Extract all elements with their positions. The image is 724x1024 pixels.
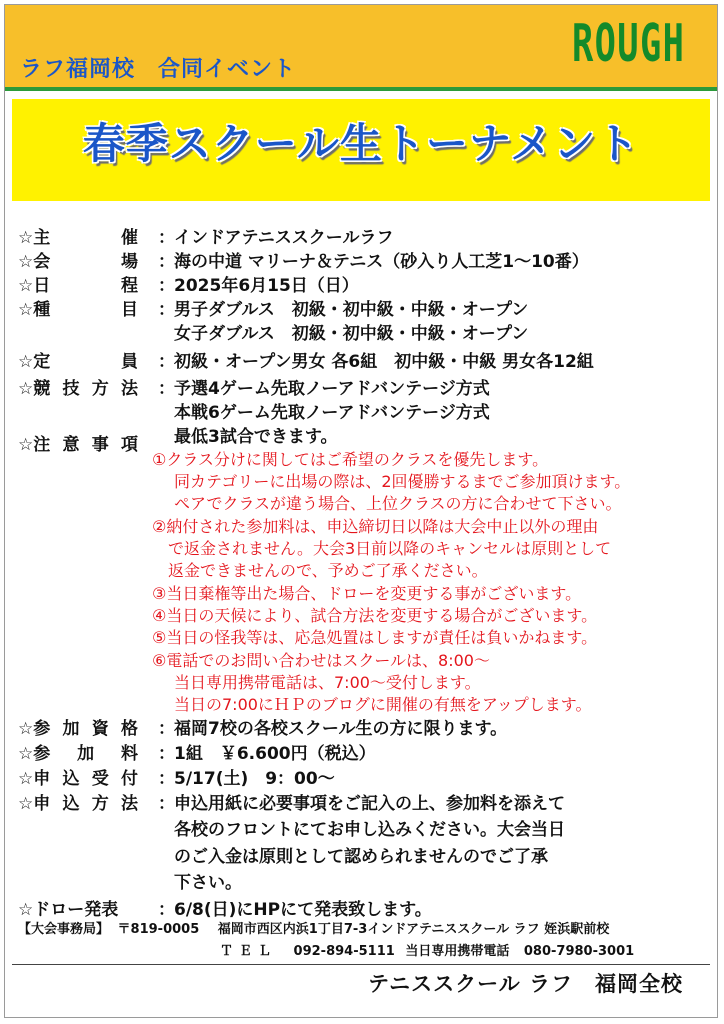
fee-value: 1組 ￥6.600円（税込） [174, 744, 376, 764]
note-item: ④当日の天候により、試合方法を変更する場合がございます。 [152, 606, 598, 625]
note-item: 当日専用携帯電話は、7:00～受付します。 [174, 673, 481, 692]
date-label: ☆日 程 [18, 276, 138, 296]
tel-number: 092-894-5111 [293, 944, 395, 959]
note-item: ③当日棄権等出た場合、ドローを変更する事がございます。 [152, 584, 582, 603]
organizer-label: ☆主 催 [18, 228, 138, 248]
note-item: ②納付された参加料は、申込締切日以降は大会中止以外の理由 [152, 517, 599, 536]
note-item: ①クラス分けに関してはご希望のクラスを優先します。 [152, 450, 549, 469]
office-label: 【大会事務局】 [18, 922, 110, 937]
tournament-title: 春季スクール生トーナメント [82, 119, 640, 168]
title-banner [12, 99, 710, 201]
eligibility-value: 福岡7校の各校スクール生の方に限ります。 [174, 719, 508, 739]
note-item: 返金できませんので、予めご了承ください。 [168, 561, 488, 580]
mobile-number: 080-7980-3001 [523, 944, 635, 959]
office-address: 福岡市西区内浜1丁目7-3インドアテニススクール ラフ 姪浜駅前校 [217, 922, 610, 937]
application-line: 申込用紙に必要事項をご記入の上、参加料を添えて [174, 794, 565, 814]
postal-code: 〒819-0005 [117, 922, 200, 937]
office-info [18, 920, 609, 940]
note-item: ⑤当日の怪我等は、応急処置はしますが責任は負いかねます。 [152, 628, 598, 647]
header-divider [5, 87, 717, 91]
venue-value: 海の中道 マリーナ＆テニス（砂入り人工芝1～10番） [174, 252, 589, 272]
draw-value: 6/8(日)にHPにて発表致します。 [174, 900, 432, 920]
event-header-title: ラフ福岡校 合同イベント [20, 57, 297, 82]
application-line: のご入金は原則として認められませんのでご了承 [174, 847, 548, 867]
capacity-label: ☆定 員 [18, 352, 138, 372]
rough-logo: ROUGH [572, 14, 686, 74]
eligibility-label: ☆参 加 資 格 [18, 719, 138, 739]
format-prelim: 予選4ゲーム先取ノーアドバンテージ方式 [174, 379, 490, 399]
events-mens: 男子ダブルス 初級・初中級・中級・オープン [174, 300, 529, 320]
capacity-value: 初級・オープン男女 各6組 初中級・中級 男女各12組 [174, 352, 594, 372]
note-item: 当日の7:00にＨＰのブログに開催の有無をアップします。 [174, 695, 592, 714]
draw-label: ☆ドロー発表 [18, 900, 119, 920]
notes-label: ☆注 意 事 項 [18, 435, 138, 455]
note-item: で返金されません。大会3日前以降のキャンセルは原則として [168, 539, 612, 558]
format-min-matches: 最低3試合できます。 [174, 427, 338, 447]
application-line: 下さい。 [174, 873, 242, 893]
application-label: ☆申 込 方 法 [18, 794, 138, 814]
organizer-value: インドアテニススクールラフ [174, 228, 394, 248]
format-main: 本戦6ゲーム先取ノーアドバンテージ方式 [174, 403, 490, 423]
fee-label: ☆参 加 料 [18, 744, 138, 764]
events-label: ☆種 目 [18, 300, 138, 320]
venue-label: ☆会 場 [18, 252, 138, 272]
reception-value: 5/17(土) 9：00～ [174, 769, 335, 789]
reception-label: ☆申 込 受 付 [18, 769, 138, 789]
mobile-label: 当日専用携帯電話 [405, 944, 510, 959]
date-value: 2025年6月15日（日） [174, 276, 359, 296]
note-item: ⑥電話でのお問い合わせはスクールは、8:00～ [152, 651, 490, 670]
application-line: 各校のフロントにてお申し込みください。大会当日 [174, 820, 565, 840]
tel-label: ＴＥＬ [220, 944, 278, 959]
format-label: ☆競 技 方 法 [18, 379, 138, 399]
events-womens: 女子ダブルス 初級・初中級・中級・オープン [174, 324, 529, 344]
note-item: 同カテゴリーに出場の際は、2回優勝するまでご参加頂けます。 [174, 472, 631, 491]
footer-divider [12, 964, 710, 965]
note-item: ペアでクラスが違う場合、上位クラスの方に合わせて下さい。 [174, 494, 622, 513]
contact-info [220, 942, 634, 962]
school-name: テニススクール ラフ 福岡全校 [368, 972, 684, 996]
